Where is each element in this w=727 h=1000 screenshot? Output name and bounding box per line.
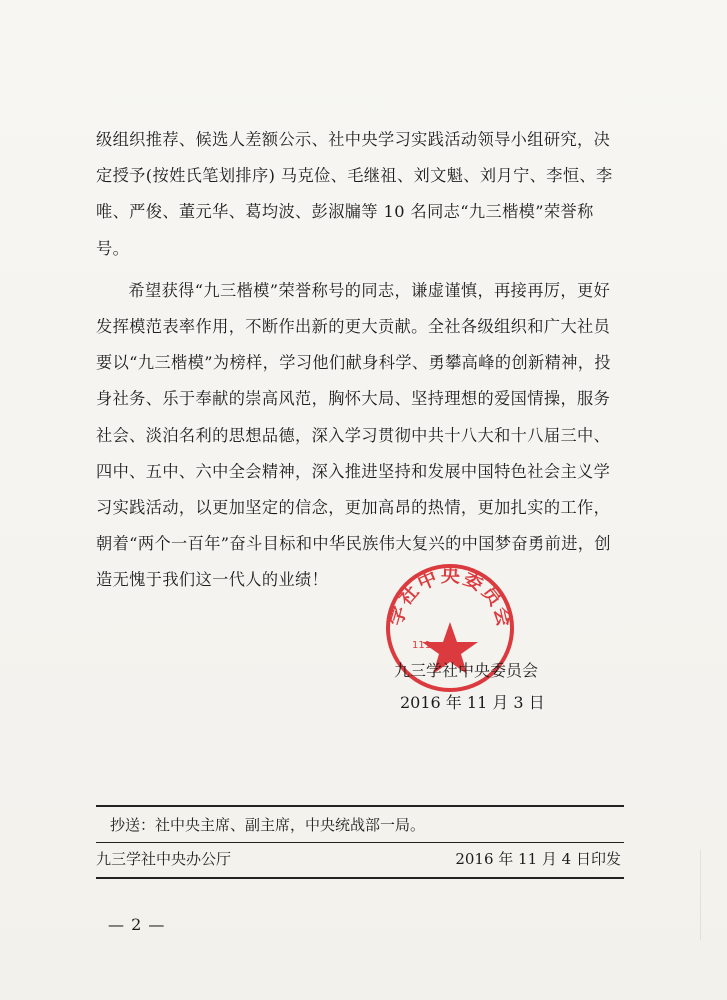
paragraph-expectations: 希望获得“九三楷模”荣誉称号的同志，谦虚谨慎，再接再厉，更好发挥模范表率作用，不断作出新的更大贡献。全社各级组织和广大社员要以“九三楷模”为榜样，学习他们献身科学、勇攀高峰的创新精神，投身社务、乐于奉献的崇高风范，胸怀大局、坚持理想的爱国情操，服务社会、淡泊名利的思想品德，深入学习贯彻中共十八大和十八届三中、四中、五中、六中全会精神，深入推进坚持和发展中国特色社会主义学习实践活动，以更加坚定的信念，更加高昂的热情，更加扎实的工作，朝着“两个一百年”奋斗目标和中华民族伟大复兴的中国梦奋勇前进，创造无愧于我们这一代人的业绩！ xyxy=(96,280,611,590)
svg-text:111: 111 xyxy=(412,640,432,651)
scan-edge-mark xyxy=(700,850,715,940)
signing-date: 2016 年 11 月 3 日 xyxy=(400,693,545,712)
footer-rule-middle xyxy=(96,842,624,843)
page-number: — 2 — xyxy=(108,915,166,934)
signature-block xyxy=(394,655,545,719)
issuing-office: 九三学社中央办公厅 xyxy=(96,850,232,868)
footer-rule-top xyxy=(96,805,624,807)
cc-line: 抄送：社中央主席、副主席，中央统战部一局。 xyxy=(110,816,426,834)
signing-organization: 九三学社中央委员会 xyxy=(394,661,539,680)
document-body xyxy=(96,122,621,599)
print-date: 2016 年 11 月 4 日印发 xyxy=(455,850,621,868)
svg-text:学社中央委员会: 学社中央委员会 xyxy=(384,564,516,631)
footer-rule-bottom xyxy=(96,877,624,879)
paragraph-award-decision: 级组织推荐、候选人差额公示、社中央学习实践活动领导小组研究，决定授予(按姓氏笔划排序) 马克俭、毛继祖、刘文魁、刘月宁、李恒、李唯、严俊、董元华、葛均波、彭淑牖等 10 名同志“九三楷模”荣誉称号。 xyxy=(96,130,613,258)
